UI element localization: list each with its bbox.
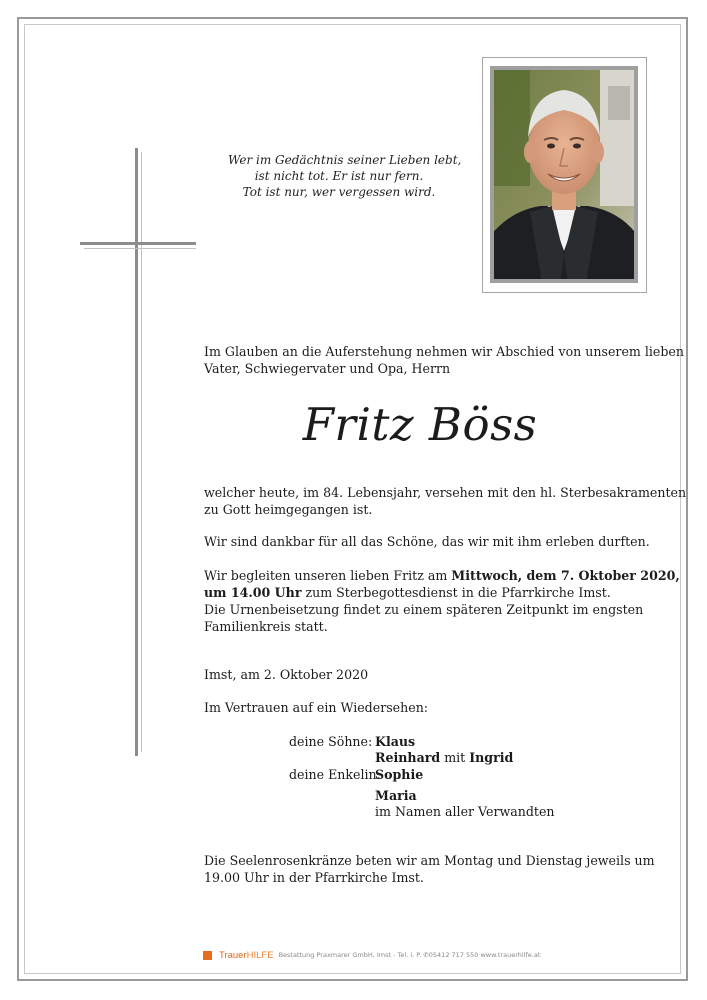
rosary-paragraph xyxy=(204,852,655,886)
place-date-text: Imst, am 2. Oktober 2020 xyxy=(204,667,369,682)
funeral-line-2 xyxy=(204,584,680,601)
trauerhilfe-logo-icon xyxy=(203,951,212,960)
place-date xyxy=(204,666,368,683)
funeral-text: Wir begleiten unseren lieben Fritz am xyxy=(204,568,452,583)
cross-crossbar xyxy=(80,242,196,245)
quote-line: Tot ist nur, wer vergessen wird. xyxy=(242,185,436,199)
death-paragraph xyxy=(204,484,686,518)
grandchild-2 xyxy=(375,787,417,804)
grandchild-1 xyxy=(375,766,423,783)
quote-line: Wer im Gedächtnis seiner Lieben lebt, xyxy=(228,153,462,167)
funeral-line-4: Familienkreis statt. xyxy=(204,619,328,634)
son-2 xyxy=(375,749,513,766)
son-2-name: Reinhard xyxy=(375,750,441,765)
funeral-time: um 14.00 Uhr xyxy=(204,585,302,600)
thanks-line: Wir sind dankbar für all das Schöne, das wir mit ihm erleben durften. xyxy=(204,534,650,549)
funeral-line-3: Die Urnenbeisetzung findet zu einem späteren Zeitpunkt im engsten xyxy=(204,602,644,617)
cross-icon xyxy=(135,148,138,756)
funeral-paragraph xyxy=(204,567,680,635)
funeral-text: zum Sterbegottesdienst in die Pfarrkirche Imst. xyxy=(301,585,611,600)
footer-logo-b: HILFE xyxy=(246,949,274,961)
sons-label: deine Söhne: xyxy=(289,734,373,749)
son-1 xyxy=(375,733,415,750)
grandchild-label: deine Enkelin: xyxy=(289,767,381,782)
death-line: welcher heute, im 84. Lebensjahr, versehen mit den hl. Sterbesakramenten xyxy=(204,485,687,500)
memorial-quote xyxy=(228,152,462,200)
footer-logo-a: Trauer xyxy=(219,949,247,961)
intro-line: Vater, Schwiegervater und Opa, Herrn xyxy=(204,361,451,376)
son-2-with: mit xyxy=(440,750,470,765)
rosary-line: Die Seelenrosenkränze beten wir am Montag und Dienstag jeweils um xyxy=(204,853,655,868)
grandchild-1-name: Sophie xyxy=(375,767,424,782)
funeral-date: Mittwoch, dem 7. Oktober 2020, xyxy=(451,568,680,583)
intro-line: Im Glauben an die Auferstehung nehmen wir Abschied von unserem lieben xyxy=(204,344,684,359)
footer-text: Bestattung Praxmarer GmbH, Imst - Tel. i. P. ✆05412 717 550 www.trauerhilfe.at xyxy=(278,951,541,959)
rosary-line: 19.00 Uhr in der Pfarrkirche Imst. xyxy=(204,870,424,885)
thanks-paragraph xyxy=(204,533,650,550)
trust-line xyxy=(204,699,428,716)
trust-text: Im Vertrauen auf ein Wiedersehen: xyxy=(204,700,429,715)
funeral-line-1 xyxy=(204,567,680,584)
footer-logo xyxy=(219,950,274,961)
son-1-name: Klaus xyxy=(375,734,416,749)
grandchild-2-name: Maria xyxy=(375,788,417,803)
cross-shadow-horizontal xyxy=(84,248,196,249)
death-line: zu Gott heimgegangen ist. xyxy=(204,502,373,517)
deceased-name: Fritz Böss xyxy=(302,398,538,451)
son-2-partner: Ingrid xyxy=(469,750,514,765)
portrait-photo xyxy=(490,66,638,283)
all-relatives: im Namen aller Verwandten xyxy=(375,804,555,819)
footer xyxy=(203,948,540,962)
intro-paragraph xyxy=(204,343,684,377)
quote-line: ist nicht tot. Er ist nur fern. xyxy=(254,169,424,183)
